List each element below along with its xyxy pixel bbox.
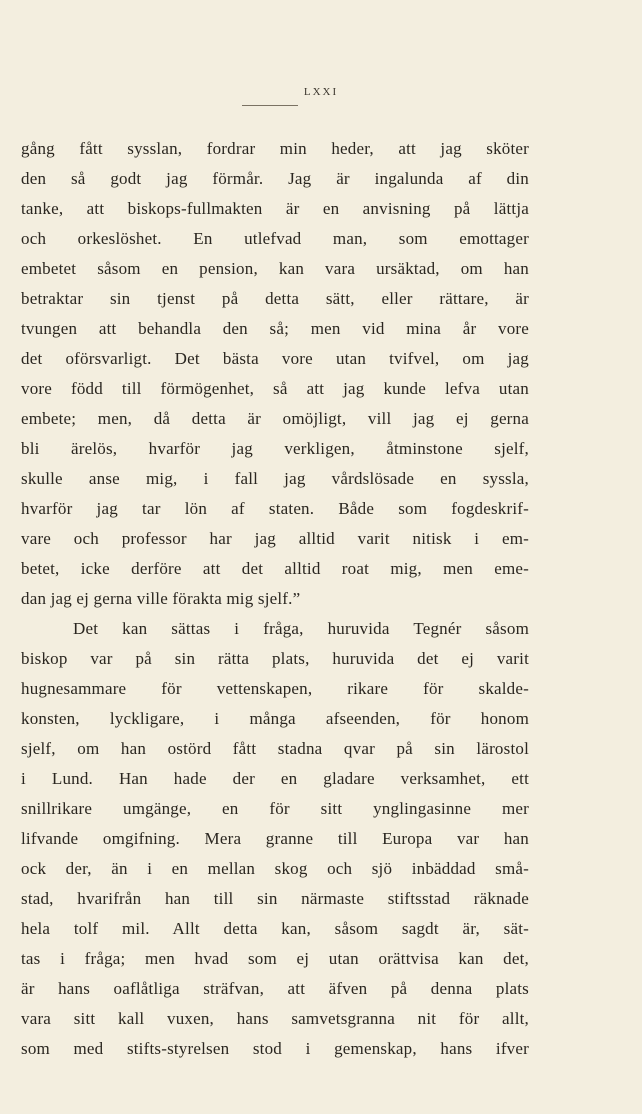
text-line: och orkeslöshet. En utlefvad man, som emottager	[21, 229, 529, 248]
text-line: betraktar sin tjenst på detta sätt, eller rättare, är	[21, 289, 529, 308]
text-line: stad, hvarifrån han till sin närmaste stiftsstad räknade	[21, 889, 529, 908]
text-line: skulle anse mig, i fall jag vårdslösade en syssla,	[21, 469, 529, 488]
text-line: det oförsvarligt. Det bästa vore utan tvifvel, om jag	[21, 349, 529, 368]
text-line: hugnesammare för vettenskapen, rikare för skalde-	[21, 679, 529, 698]
text-line: vare och professor har jag alltid varit nitisk i em-	[21, 529, 529, 548]
text-line: gång fått sysslan, fordrar min heder, att jag sköter	[21, 139, 529, 158]
text-line: i Lund. Han hade der en gladare verksamhet, ett	[21, 769, 529, 788]
text-line: tanke, att biskops-fullmakten är en anvisning på lättja	[21, 199, 529, 218]
text-line: ock der, än i en mellan skog och sjö inbäddad små-	[21, 859, 529, 878]
text-line: betet, icke derföre att det alltid roat mig, men eme-	[21, 559, 529, 578]
text-line: snillrikare umgänge, en för sitt ynglingasinne mer	[21, 799, 529, 818]
paragraph-first-line: Det kan sättas i fråga, huruvida Tegnér såsom	[73, 619, 529, 638]
header-rule	[242, 105, 298, 106]
page-number: LXXI	[303, 86, 339, 98]
text-line: sjelf, om han ostörd fått stadna qvar på sin lärostol	[21, 739, 529, 758]
body-text	[21, 134, 529, 1064]
text-line: tas i fråga; men hvad som ej utan orättvisa kan det,	[21, 949, 529, 968]
text-line: vore född till förmögenhet, så att jag kunde lefva utan	[21, 379, 529, 398]
text-line: som med stifts-styrelsen stod i gemenskap, hans ifver	[21, 1039, 529, 1058]
text-line: dan jag ej gerna ville förakta mig sjelf.”	[21, 589, 301, 608]
text-line: den så godt jag förmår. Jag är ingalunda af din	[21, 169, 529, 188]
text-line: hvarför jag tar lön af staten. Både som fogdeskrif-	[21, 499, 529, 518]
text-line: är hans oaflåtliga sträfvan, att äfven på denna plats	[21, 979, 529, 998]
text-line: embete; men, då detta är omöjligt, vill jag ej gerna	[21, 409, 529, 428]
text-line: hela tolf mil. Allt detta kan, såsom sagdt är, sät-	[21, 919, 529, 938]
text-line: lifvande omgifning. Mera granne till Europa var han	[21, 829, 529, 848]
text-line: biskop var på sin rätta plats, huruvida det ej varit	[21, 649, 529, 668]
text-line: bli ärelös, hvarför jag verkligen, åtminstone sjelf,	[21, 439, 529, 458]
text-line: tvungen att behandla den så; men vid mina år vore	[21, 319, 529, 338]
text-line: embetet såsom en pension, kan vara ursäktad, om han	[21, 259, 529, 278]
text-line: konsten, lyckligare, i många afseenden, för honom	[21, 709, 529, 728]
text-line: vara sitt kall vuxen, hans samvetsgranna nit för allt,	[21, 1009, 529, 1028]
